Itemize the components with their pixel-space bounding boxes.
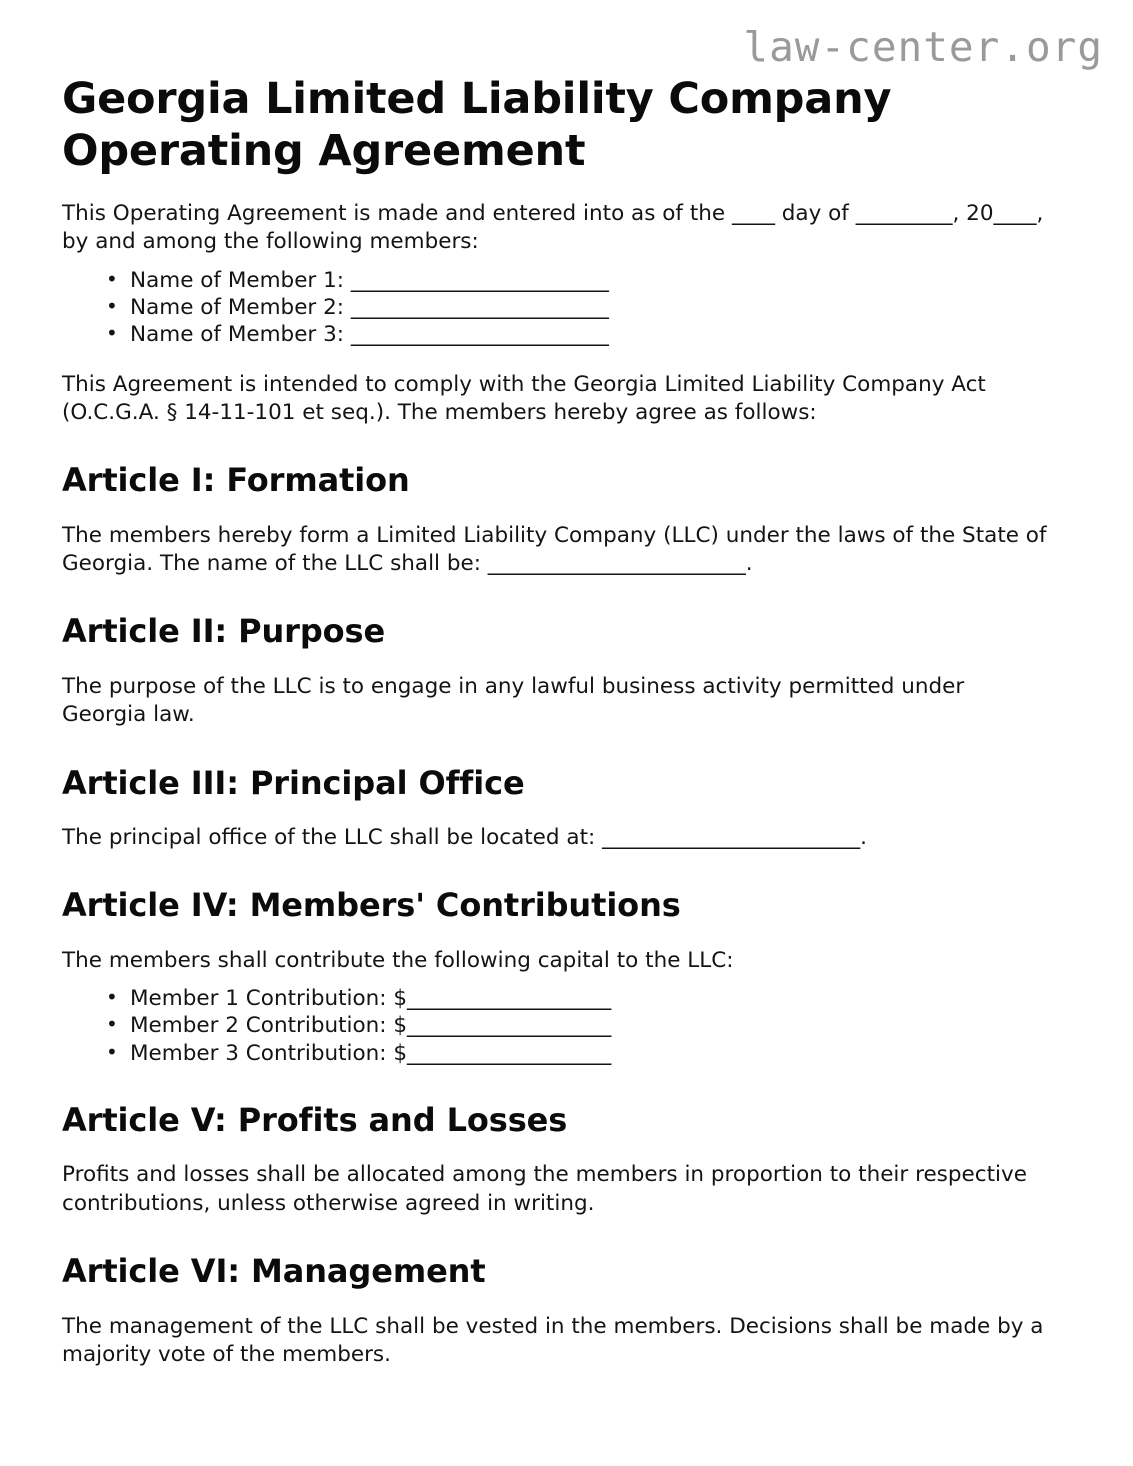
list-item: • Member 3 Contribution: $___________________ xyxy=(130,1040,1071,1067)
compliance-paragraph: This Agreement is intended to comply with the Georgia Limited Liability Company Act (O.C.G.A. § 14-11-101 et seq.). The members hereby agree as follows: xyxy=(62,371,986,425)
article-heading-2: Article II: Purpose xyxy=(62,612,386,651)
article-body-2: The purpose of the LLC is to engage in any lawful business activity permitted under Georgia law. xyxy=(62,673,965,728)
article-heading-5: Article V: Profits and Losses xyxy=(62,1101,568,1139)
member-contribution-list xyxy=(62,985,1071,1067)
article-heading-3: Article III: Principal Office xyxy=(62,763,525,802)
list-item: • Name of Member 1: ________________________ xyxy=(130,267,1071,294)
list-item: • Member 1 Contribution: $___________________ xyxy=(130,985,1071,1012)
list-item: • Member 2 Contribution: $___________________ xyxy=(130,1012,1071,1039)
article-body-6: The management of the LLC shall be vested in the members. Decisions shall be made by a majority vote of the members. xyxy=(62,1313,1044,1367)
article-heading-1: Article I: Formation xyxy=(62,461,410,500)
article-body-4: The members shall contribute the following capital to the LLC: xyxy=(62,947,734,973)
article-body-5: Profits and losses shall be allocated among the members in proportion to their respective contributions, unless otherwise agreed in writing. xyxy=(62,1162,1027,1216)
member-name-list xyxy=(62,267,1071,349)
list-item: • Name of Member 3: ________________________ xyxy=(130,321,1071,348)
site-watermark: law-center.org xyxy=(743,23,1103,71)
article-body-1: The members hereby form a Limited Liability Company (LLC) under the laws of the State of Georgia. The name of the LLC shall be: ________________________. xyxy=(62,522,1047,577)
article-heading-4: Article IV: Members' Contributions xyxy=(62,886,681,925)
article-body-3: The principal office of the LLC shall be located at: ________________________. xyxy=(62,824,867,850)
page-title: Georgia Limited Liability Company Operating Agreement xyxy=(62,74,892,177)
list-item: • Name of Member 2: ________________________ xyxy=(130,294,1071,321)
intro-paragraph: This Operating Agreement is made and entered into as of the ____ day of _________, 20____, by and among the following members: xyxy=(62,200,1044,255)
article-heading-6: Article VI: Management xyxy=(62,1252,486,1291)
